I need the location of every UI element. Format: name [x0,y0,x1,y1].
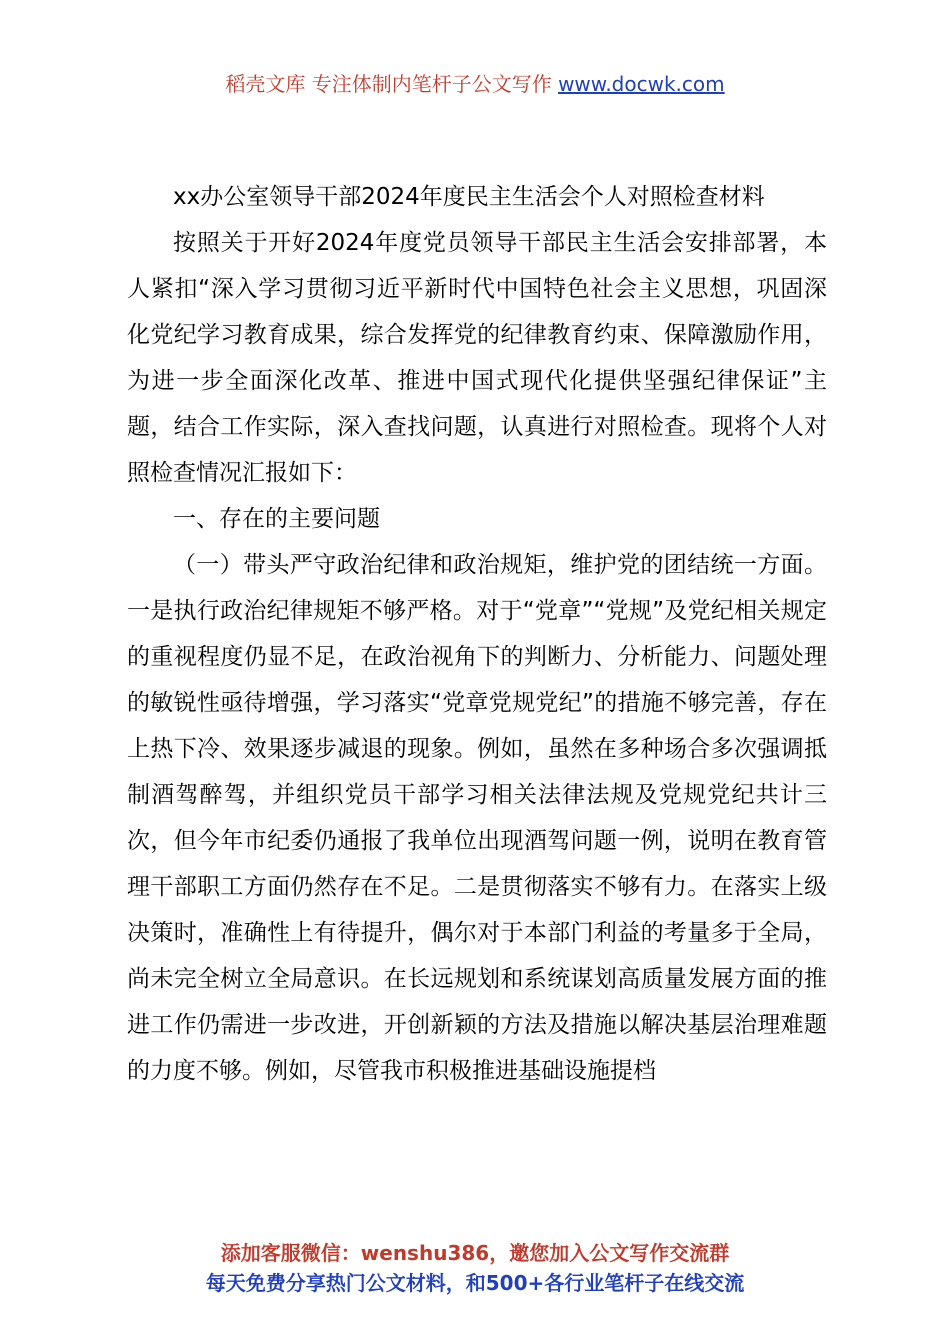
footer-contact: 添加客服微信：wenshu386，邀您加入公文写作交流群 [220,1241,730,1265]
page-header [0,70,950,98]
footer-tagline: 每天免费分享热门公文材料，和500+各行业笔杆子在线交流 [205,1271,745,1295]
header-brand: 稻壳文库 专注体制内笔杆子公文写作 [225,72,552,96]
page-footer [0,1238,950,1298]
section-heading: 一、存在的主要问题 [173,506,380,532]
header-site-link[interactable]: www.docwk.com [558,72,725,96]
document-body [127,174,827,1094]
paragraph-section-1: （一）带头严守政治纪律和政治规矩，维护党的团结统一方面。一是执行政治纪律规矩不够严格。对于“党章”“党规”及党纪相关规定的重视程度仍显不足，在政治视角下的判断力、分析能力、问题处理的敏锐性亟待增强，学习落实“党章党规党纪”的措施不够完善，存在上热下冷、效果逐步减退的现象。例如，虽然在多种场合多次强调抵制酒驾醉驾，并组织党员干部学习相关法律法规及党规党纪共计三次，但今年市纪委仍通报了我单位出现酒驾问题一例，说明在教育管理干部职工方面仍然存在不足。二是贯彻落实不够有力。在落实上级决策时，准确性上有待提升，偶尔对于本部门利益的考量多于全局，尚未完全树立全局意识。在长远规划和系统谋划高质量发展方面的推进工作仍需进一步改进，开创新颖的方法及措施以解决基层治理难题的力度不够。例如，尽管我市积极推进基础设施提档 [127,552,827,1084]
document-title: xx办公室领导干部2024年度民主生活会个人对照检查材料 [173,184,765,210]
paragraph-intro: 按照关于开好2024年度党员领导干部民主生活会安排部署，本人紧扣“深入学习贯彻习近平新时代中国特色社会主义思想，巩固深化党纪学习教育成果，综合发挥党的纪律教育约束、保障激励作用，为进一步全面深化改革、推进中国式现代化提供坚强纪律保证”主题，结合工作实际，深入查找问题，认真进行对照检查。现将个人对照检查情况汇报如下： [127,230,827,486]
